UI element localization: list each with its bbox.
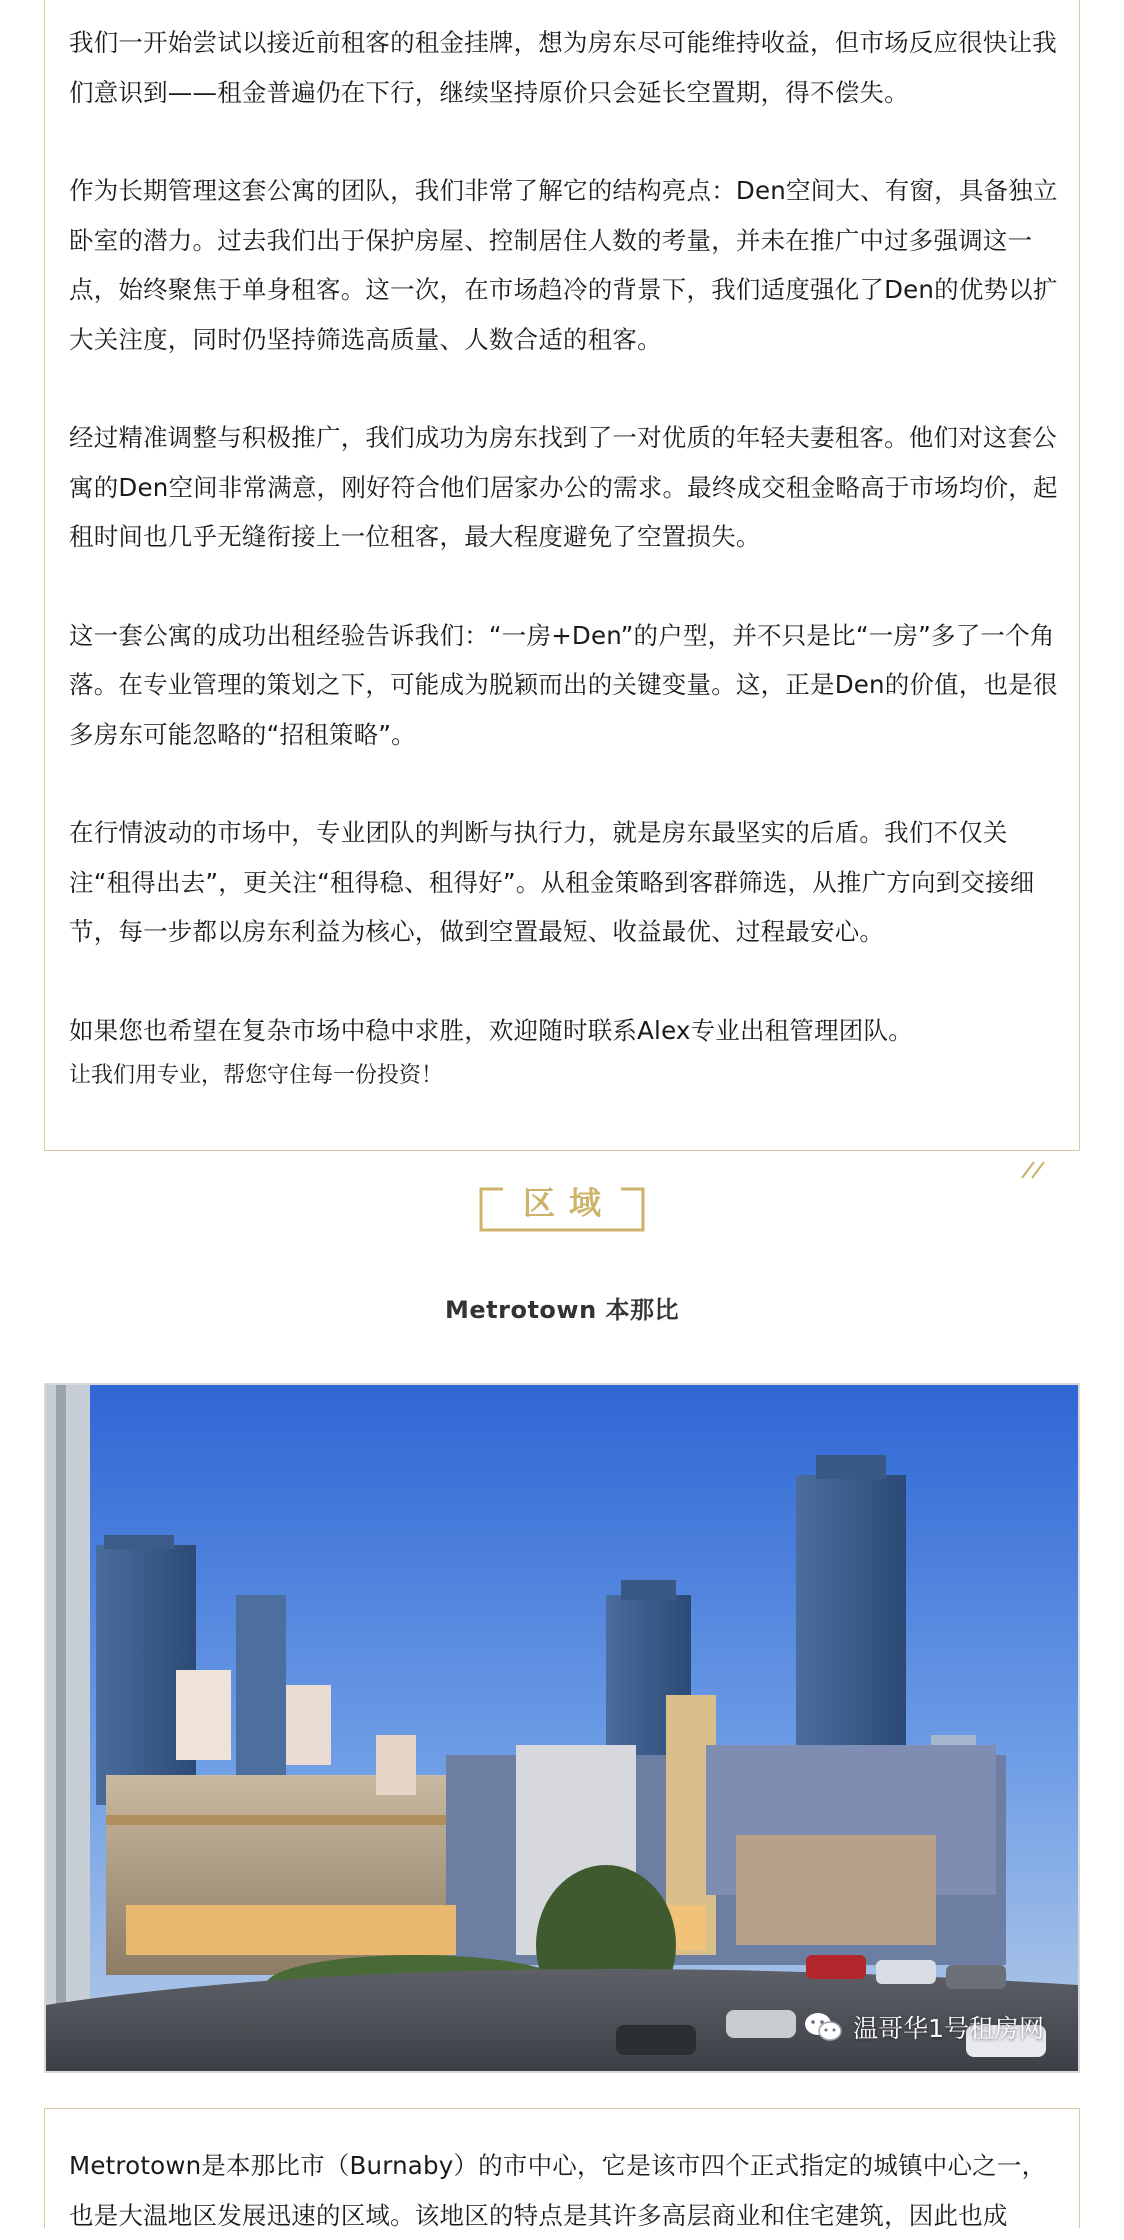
- info-paragraph: Metrotown是本那比市（Burnaby）的市中心，它是该市四个正式指定的城镇中心之一，也是大温地区发展迅速的区域。该地区的特点是其许多高层商业和住宅建筑，因此也成: [69, 2151, 1047, 2230]
- metrotown-photo: [44, 1383, 1080, 2073]
- section-title-label: 区域: [522, 1184, 615, 1222]
- watermark-text: 温哥华1号租房网: [853, 2014, 1044, 2043]
- double-slash-icon: [1018, 1158, 1050, 1182]
- metrotown-illustration: [46, 1385, 1078, 2071]
- article-paragraph-3: 经过精准调整与积极推广，我们成功为房东找到了一对优质的年轻夫妻租客。他们对这套公寓的Den空间非常满意，刚好符合他们居家办公的需求。最终成交租金略高于市场均价，起租时间也几乎无缝衔接上一位租客，最大程度避免了空置损失。: [69, 423, 1058, 551]
- article-paragraph-5: 在行情波动的市场中，专业团队的判断与执行力，就是房东最坚实的后盾。我们不仅关注“租得出去”，更关注“租得稳、租得好”。从租金策略到客群筛选，从推广方向到交接细节，每一步都以房东利益为核心，做到空置最短、收益最优、过程最安心。: [69, 818, 1035, 946]
- contact-line: 如果您也希望在复杂市场中稳中求胜，欢迎随时联系Alex专业出租管理团队。: [69, 1015, 913, 1045]
- watermark: [803, 2009, 1044, 2045]
- article-paragraph-4: 这一套公寓的成功出租经验告诉我们：“一房+Den”的户型，并不只是比“一房”多了一个角落。在专业管理的策划之下，可能成为脱颖而出的关键变量。这，正是Den的价值，也是很多房东可能忽略的“招租策略”。: [69, 620, 1058, 749]
- section-subtitle: Metrotown 本那比: [444, 1296, 680, 1324]
- closing-line: 让我们用专业，帮您守住每一份投资！: [69, 1063, 444, 1088]
- wechat-icon: [803, 2011, 843, 2043]
- article-paragraph-1: 我们一开始尝试以接近前租客的租金挂牌，想为房东尽可能维持收益，但市场反应很快让我们意识到——租金普遍仍在下行，继续坚持原价只会延长空置期，得不偿失。: [69, 28, 1057, 107]
- article-box: [44, 0, 1080, 1151]
- info-box: [44, 2108, 1080, 2228]
- article-body: [69, 18, 1059, 1096]
- article-paragraph-2: 作为长期管理这套公寓的团队，我们非常了解它的结构亮点：Den空间大、有窗，具备独立卧室的潜力。过去我们出于保护房屋、控制居住人数的考量，并未在推广中过多强调这一点，始终聚焦于单身租客。这一次，在市场趋冷的背景下，我们适度强化了Den的优势以扩大关注度，同时仍坚持筛选高质量、人数合适的租客。: [69, 176, 1058, 354]
- section-title: [479, 1183, 645, 1233]
